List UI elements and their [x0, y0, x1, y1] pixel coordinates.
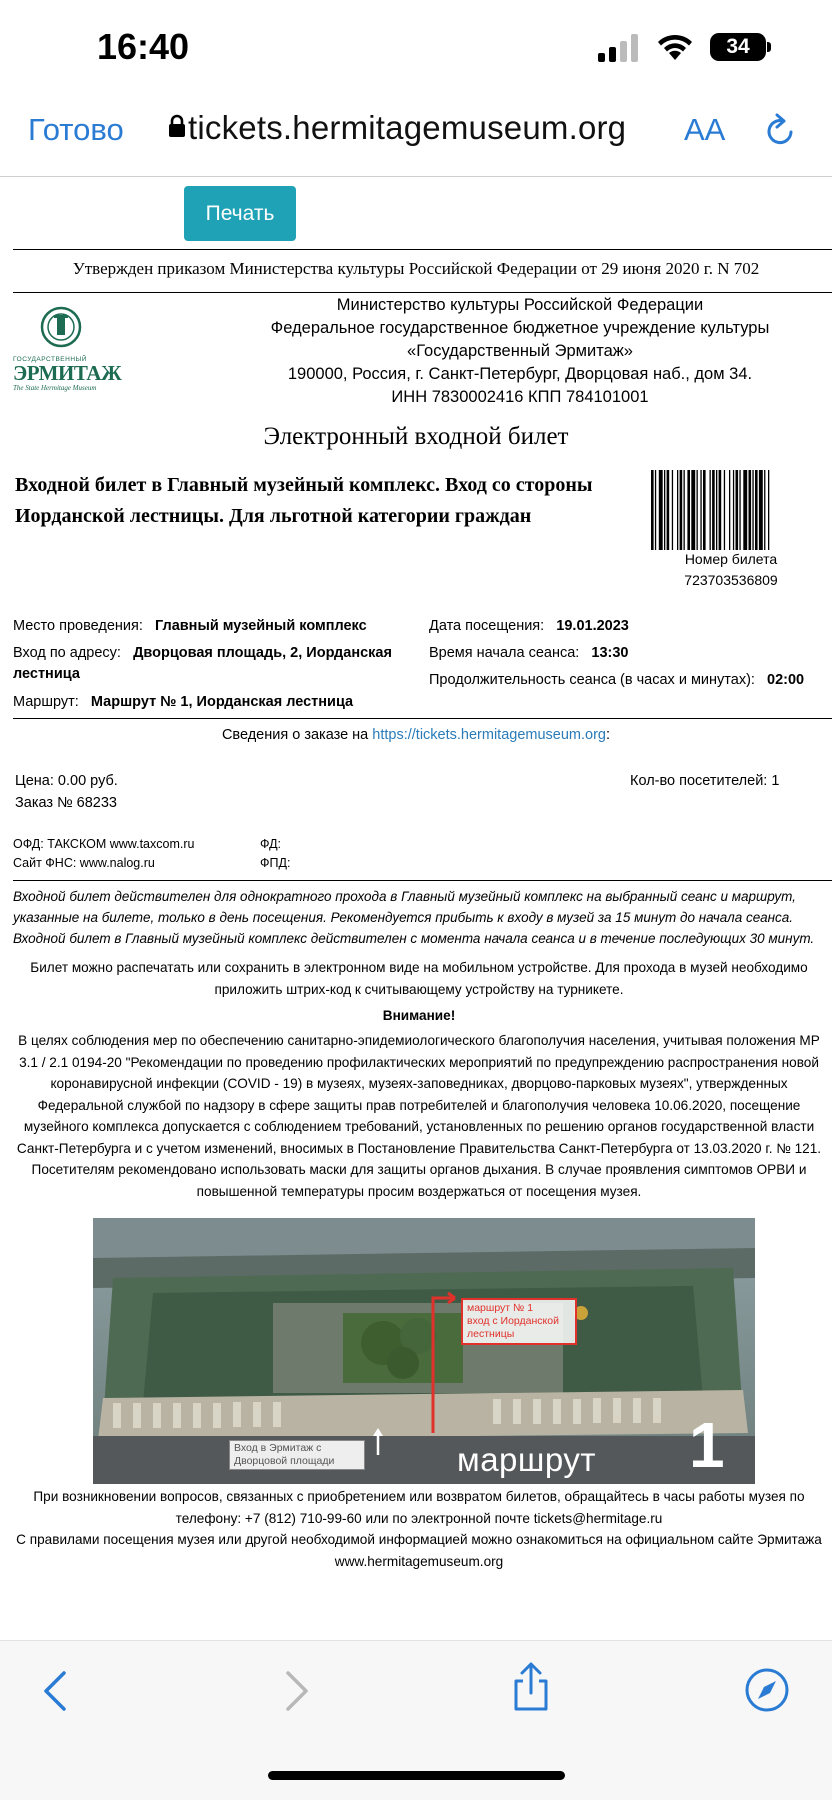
done-button[interactable]: Готово: [28, 112, 124, 147]
ticket-title: Электронный входной билет: [263, 423, 569, 450]
barcode-bar: [752, 470, 753, 550]
barcode-bar: [768, 470, 769, 550]
barcode-bar: [743, 470, 747, 550]
barcode-bar: [719, 470, 722, 550]
barcode-bar: [655, 470, 656, 550]
price: Цена: 0.00 руб.: [15, 773, 118, 789]
ticket-number-label: Номер билета: [684, 551, 778, 567]
contact-line: С правилами посещения музея или другой необходимой информацией можно ознакомиться на официальном сайте Эрмитажа: [16, 1532, 822, 1547]
order-info-link[interactable]: https://tickets.hermitagemuseum.org: [372, 727, 606, 743]
status-bar: [0, 0, 832, 95]
barcode-bar: [749, 470, 752, 550]
contact-line: телефону: +7 (812) 710-99-60 или по электронной почте tickets@hermitage.ru: [175, 1510, 663, 1526]
barcode-bar: [680, 470, 683, 550]
entrance-label-box: [229, 1440, 365, 1470]
barcode-bar: [764, 470, 765, 550]
attention-title: Внимание!: [382, 1008, 456, 1023]
address-label: Вход по адресу:: [13, 645, 121, 661]
barcode-bar: [700, 470, 701, 550]
org-line: Федеральное государственное бюджетное учреждение культуры: [270, 319, 770, 337]
attention-line: повышенной температуры просим воздержаться от посещения музея.: [196, 1183, 642, 1199]
fns-site: Сайт ФНС: www.nalog.ru: [13, 856, 155, 870]
entrance-box-line: Вход в Эрмитаж с: [234, 1442, 322, 1454]
org-line: ИНН 7830002416 КПП 784101001: [391, 388, 649, 406]
ticket-name: Входной билет в Главный музейный комплекс. Вход со стороны Иорданской лестницы. Для льготной категории граждан: [15, 474, 593, 527]
duration-label: Продолжительность сеанса (в часах и минутах):: [429, 672, 755, 688]
route-value: Маршрут № 1, Иорданская лестница: [90, 694, 354, 710]
ofd: ОФД: ТАКСКОМ www.taxcom.ru: [13, 837, 195, 851]
duration-row: [429, 670, 804, 691]
venue-value: Главный музейный комплекс: [155, 618, 367, 634]
org-line: Министерство культуры Российской Федерации: [336, 296, 704, 314]
validity-line: Входной билет действителен для однократного прохода в Главный музейный комплекс на выбранный сеанс и маршрут,: [13, 889, 796, 904]
contact-text: [13, 1486, 825, 1572]
text-size-button[interactable]: [684, 112, 725, 148]
attention-line: Посетителям рекомендовано использовать маски для защиты органов дыхания. В случае проявления симптомов ОРВИ и: [31, 1162, 807, 1177]
time-row: [429, 643, 629, 664]
barcode-bar: [729, 470, 730, 550]
back-icon[interactable]: [40, 1669, 70, 1713]
barcode-bar: [716, 470, 717, 550]
barcode: [651, 470, 809, 550]
hermitage-logo: [13, 305, 122, 397]
address-row-2: [13, 664, 80, 685]
battery-indicator: 34: [710, 33, 766, 61]
route-row: [13, 692, 353, 713]
barcode-bar: [733, 470, 734, 550]
route-label-box: [461, 1298, 577, 1345]
approval-note: Утвержден приказом Министерства культуры Российской Федерации от 29 июня 2020 г. N 702: [72, 259, 760, 278]
attention-line: Федеральной службой по надзору в сфере защиты прав потребителей и благополучия человека 10.06.2020, посещение: [37, 1097, 801, 1113]
print-note-line: Билет можно распечатать или сохранить в электронном виде на мобильном устройстве. Для прохода в музей необходимо: [30, 960, 808, 975]
text-size-label: AA: [684, 112, 726, 147]
barcode-bar: [672, 470, 673, 550]
address-value: Дворцовая площадь, 2, Иорданская: [133, 645, 392, 661]
barcode-bar: [687, 470, 690, 550]
barcode-bar: [691, 470, 695, 550]
fpd: ФПД:: [260, 856, 291, 870]
barcode-bar: [677, 470, 678, 550]
attention-line: Санкт-Петербурга и с учетом изменений, вносимых в Постановление Правительства Санкт-Петербурга от 13.03.2020 г. № 121.: [16, 1140, 822, 1156]
route-box-line: маршрут № 1: [467, 1302, 534, 1314]
ticket-number: 723703536809: [684, 572, 778, 588]
order-info-suffix: :: [606, 727, 611, 743]
order-number: Заказ № 68233: [15, 795, 117, 811]
barcode-bar: [703, 470, 706, 550]
compass-icon[interactable]: [744, 1667, 790, 1713]
time-label: Время начала сеанса:: [429, 645, 580, 661]
date-label: Дата посещения:: [429, 618, 545, 634]
divider: [13, 718, 832, 719]
attention-line: В целях соблюдения мер по обеспечению санитарно-эпидемиологического благополучия населения, учитывая положения МР: [18, 1033, 820, 1048]
date-value: 19.01.2023: [556, 618, 629, 634]
print-note-line: приложить штрих-код к считывающему устройству на турникете.: [214, 981, 624, 997]
wifi-icon: [655, 32, 695, 62]
address-row: [13, 643, 392, 664]
route-number: 1: [689, 1409, 725, 1481]
validity-note: [13, 886, 825, 949]
date-row: [429, 616, 629, 637]
barcode-bar: [697, 470, 698, 550]
share-icon[interactable]: [510, 1661, 552, 1713]
print-note: [13, 957, 825, 1000]
divider: [13, 249, 832, 250]
barcode-bar: [659, 470, 663, 550]
divider: [13, 880, 832, 881]
barcode-bar: [667, 470, 670, 550]
duration-value: 02:00: [767, 672, 805, 688]
logo-line1: ГОСУДАРСТВЕННЫЙ: [13, 356, 87, 363]
venue-row: [13, 616, 367, 637]
home-indicator: [268, 1771, 565, 1780]
cellular-signal-icon: [598, 34, 642, 62]
address-value-cont: лестница: [13, 666, 80, 682]
attention-text: [13, 1030, 825, 1202]
barcode-bar: [736, 470, 739, 550]
org-line: «Государственный Эрмитаж»: [407, 342, 633, 360]
organization-details: [240, 294, 800, 409]
route-word: маршрут: [457, 1441, 596, 1478]
barcode-bar: [684, 470, 685, 550]
battery-tip: [767, 42, 771, 52]
validity-line: указанные на билете, только в день посещения. Рекомендуется прибыть к входу в музей за 15 минут до начала сеанса.: [13, 910, 794, 925]
time-value: 13:30: [591, 645, 629, 661]
barcode-bar: [651, 470, 654, 550]
lock-icon: [168, 114, 186, 138]
order-info-prefix: Сведения о заказе на: [221, 727, 373, 743]
barcode-bar: [755, 470, 758, 550]
print-button[interactable]: Печать: [184, 186, 296, 241]
hermitage-emblem-icon: [13, 305, 113, 350]
contact-line: www.hermitagemuseum.org: [334, 1553, 504, 1569]
clock: 16:40: [97, 26, 190, 67]
entrance-box-line: Дворцовой площади: [234, 1455, 335, 1467]
route-box-line: вход с Иорданской: [467, 1315, 559, 1327]
fd: ФД:: [260, 837, 282, 851]
validity-line: Входной билет в Главный музейный комплекс действителен с момента начала сеанса и в течение последующих 30 минут.: [13, 931, 815, 946]
attention-line: 3.1 / 2.1 0194-20 "Рекомендации по проведению профилактических мероприятий по предупреждению распространения новой: [19, 1054, 819, 1070]
route-map-photo: [93, 1218, 755, 1484]
logo-line2: ЭРМИТАЖ: [13, 361, 122, 385]
venue-label: Место проведения:: [13, 618, 143, 634]
barcode-bar: [664, 470, 665, 550]
divider: [13, 292, 832, 293]
org-line: 190000, Россия, г. Санкт-Петербург, Дворцовая наб., дом 34.: [287, 365, 753, 383]
url-field[interactable]: tickets.hermitagemuseum.org: [188, 109, 627, 146]
hermitage-aerial-image: [93, 1218, 755, 1484]
route-box-line: лестницы: [467, 1328, 515, 1340]
attention-line: музейного комплекса допускается с соблюдением требований, установленных по решению органов государственной власти: [23, 1119, 815, 1134]
visitors-count: Кол-во посетителей: 1: [630, 773, 780, 789]
forward-icon[interactable]: [282, 1669, 312, 1713]
order-info-line: [0, 727, 832, 743]
barcode-bar: [712, 470, 715, 550]
logo-line3: The State Hermitage Museum: [13, 384, 97, 392]
barcode-bar: [710, 470, 711, 550]
barcode-bar: [724, 470, 725, 550]
barcode-bar: [739, 470, 740, 550]
reload-icon[interactable]: [762, 110, 798, 150]
barcode-bar: [759, 470, 763, 550]
contact-line: При возникновении вопросов, связанных с приобретением или возвратом билетов, обращайтесь в часы работы музея по: [33, 1489, 805, 1504]
route-label: Маршрут:: [13, 694, 79, 710]
attention-line: коронавирусной инфекции (COVID - 19) в музеях, музеях-заповедниках, дворцово-парковых музеях", утвержденных: [50, 1076, 788, 1091]
